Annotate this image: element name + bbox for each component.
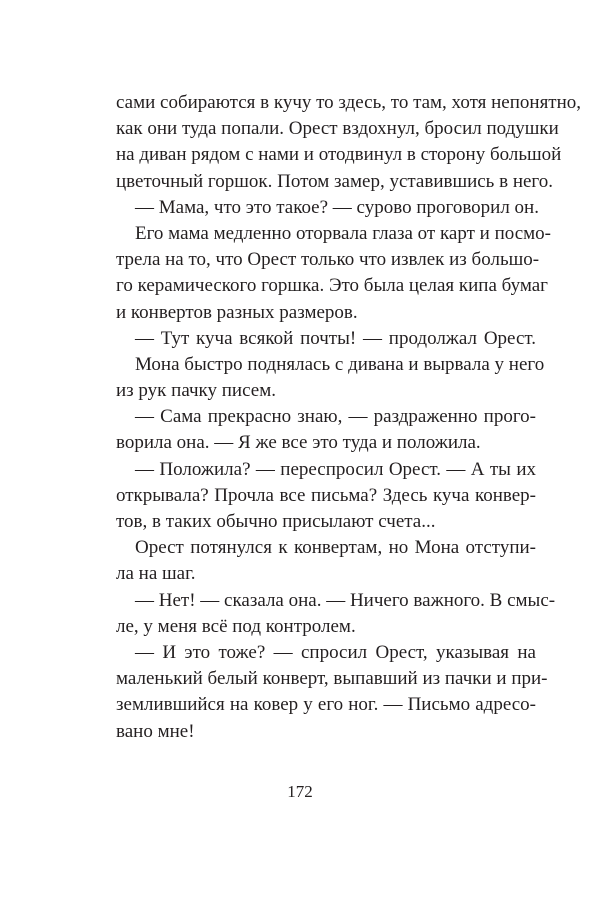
text-line: трела на то, что Орест только что извлек из большо- [116,249,540,271]
text-line: из рук пачку писем. [116,380,276,402]
text-line: вано мне! [116,720,195,742]
text-line: — Сама прекрасно знаю, — раздраженно прого- [135,406,536,428]
text-line: сами собираются в кучу то здесь, то там, хотя непонятно, [116,92,582,113]
text-line: маленький белый конверт, выпавший из пачки и при- [116,668,548,690]
text-line: тов, в таких обычно присылают счета... [116,511,436,532]
text-line: го керамического горшка. Это была целая кипа бумаг [116,275,548,297]
text-line: Мона быстро поднялась с дивана и вырвала у него [135,353,545,375]
text-line: ла на шаг. [116,563,196,585]
text-line: землившийся на ковер у его ног. — Письмо адресо- [116,694,536,716]
text-line: — И это тоже? — спросил Орест, указывая на [135,641,536,663]
text-line: ворила она. — Я же все это туда и положила. [116,432,481,454]
text-line: цветочный горшок. Потом замер, уставившись в него. [116,170,553,192]
text-line: — Положила? — переспросил Орест. — А ты их [135,458,536,480]
text-line: ле, у меня всё под контролем. [116,615,356,637]
text-line: — Мама, что это такое? — сурово проговорил он. [135,196,539,218]
body-text [116,90,582,745]
text-line: — Нет! — сказала она. — Ничего важного. В смыс- [135,589,556,611]
text-line: открывала? Прочла все письма? Здесь куча конвер- [116,484,536,506]
text-line: и конвертов разных размеров. [116,301,358,323]
text-line: Орест потянулся к конвертам, но Мона отступи- [135,537,536,559]
text-line: как они туда попали. Орест вздохнул, бросил подушки [116,118,559,140]
text-line: Его мама медленно оторвала глаза от карт и посмо- [135,222,551,244]
text-line: — Тут куча всякой почты! — продолжал Орест. [135,327,536,349]
page-number: 172 [287,782,313,801]
text-line: на диван рядом с нами и отодвинул в сторону большой [116,144,562,166]
